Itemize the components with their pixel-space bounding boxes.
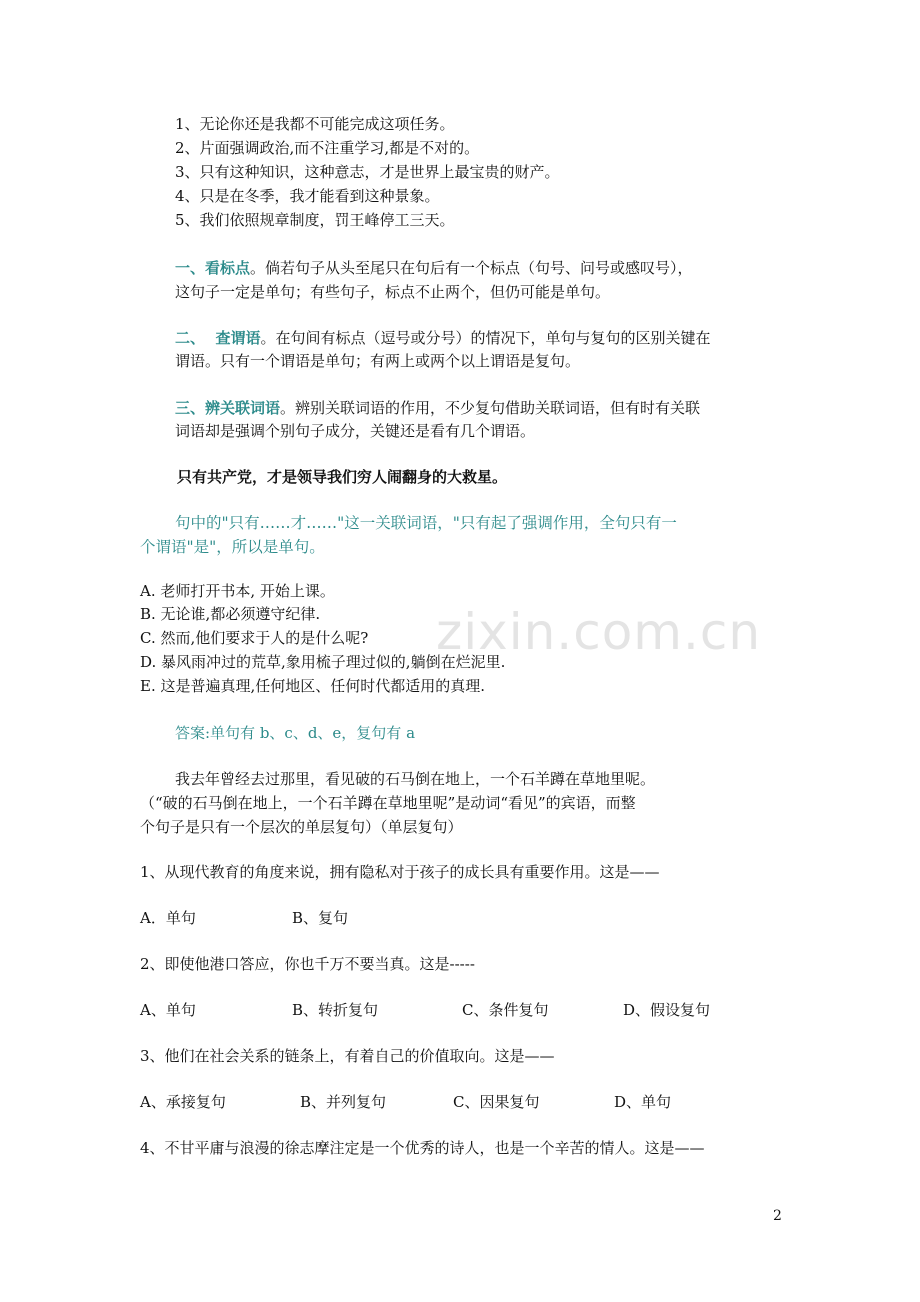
method-text: 。倘若句子从头至尾只在句后有一个标点（句号、问号或感叹号）， [250, 259, 693, 277]
page-number: 2 [773, 1208, 782, 1224]
method-line [175, 327, 710, 349]
list-item: 3、只有这种知识，这种意志，才是世界上最宝贵的财产。 [175, 163, 560, 181]
list-item: 1、无论你还是我都不可能完成这项任务。 [175, 115, 455, 133]
option-a: A、承接复句 [140, 1093, 226, 1111]
question-text: 4、不甘平庸与浪漫的徐志摩注定是一个优秀的诗人，也是一个辛苦的情人。这是—— [140, 1139, 705, 1157]
option-b: B、复句 [292, 909, 349, 927]
option-d: D、单句 [614, 1093, 672, 1111]
list-item: B. 无论谁,都必须遵守纪律. [140, 605, 321, 623]
method-text: 词语却是强调个别句子成分，关键还是看有几个谓语。 [175, 422, 536, 440]
question-text: 2、即使他港口答应，你也千万不要当真。这是----- [140, 955, 475, 973]
list-item: 5、我们依照规章制度，罚王峰停工三天。 [175, 211, 455, 229]
list-item: 4、只是在冬季，我才能看到这种景象。 [175, 187, 440, 205]
watermark: zixin.com.cn [436, 603, 762, 661]
option-a: A、单句 [140, 1001, 196, 1019]
paragraph-text: 我去年曾经去过那里，看见破的石马倒在地上，一个石羊蹲在草地里呢。 [175, 770, 656, 788]
method-text: 。在句间有标点（逗号或分号）的情况下，单句与复句的区别关键在 [260, 329, 711, 347]
question-text: 1、从现代教育的角度来说，拥有隐私对于孩子的成长具有重要作用。这是—— [140, 863, 660, 881]
paragraph-text: （“破的石马倒在地上，一个石羊蹲在草地里呢”是动词“看见”的宾语，而整 [140, 794, 636, 812]
answer-text: 答案:单句有 b、c、d、e，复句有 a [175, 724, 416, 742]
method-text: 谓语。只有一个谓语是单句；有两上或两个以上谓语是复句。 [175, 352, 581, 370]
method-heading: 三、辨关联词语 [175, 399, 281, 417]
option-b: B、转折复句 [292, 1001, 379, 1019]
example-sentence: 只有共产党，才是领导我们穷人闹翻身的大救星。 [177, 468, 508, 486]
method-heading: 二、 查谓语 [175, 329, 261, 347]
option-d: D、假设复句 [623, 1001, 711, 1019]
method-heading: 一、看标点 [175, 259, 251, 277]
option-b: B、并列复句 [300, 1093, 387, 1111]
list-item: C. 然而,他们要求于人的是什么呢? [140, 629, 369, 647]
list-item: 2、片面强调政治,而不注重学习,都是不对的。 [175, 139, 480, 157]
method-line [175, 397, 700, 419]
analysis-text: 个谓语"是"，所以是单句。 [140, 538, 325, 556]
method-text: 这句子一定是单句；有些句子，标点不止两个，但仍可能是单句。 [175, 283, 611, 301]
method-text: 。辨别关联词语的作用，不少复句借助关联词语，但有时有关联 [280, 399, 701, 417]
list-item: A. 老师打开书本, 开始上课。 [140, 582, 335, 600]
analysis-text: 句中的"只有……才……"这一关联词语，"只有起了强调作用，全句只有一 [175, 514, 677, 532]
list-item: E. 这是普遍真理,任何地区、任何时代都适用的真理. [140, 677, 486, 695]
paragraph-text: 个句子是只有一个层次的单层复句）（单层复句） [140, 818, 463, 836]
option-c: C、条件复句 [462, 1001, 549, 1019]
option-a: A．单句 [140, 909, 196, 927]
list-item: D. 暴风雨冲过的荒草,象用梳子理过似的,躺倒在烂泥里. [140, 653, 506, 671]
option-c: C、因果复句 [453, 1093, 540, 1111]
question-text: 3、他们在社会关系的链条上，有着自己的价值取向。这是—— [140, 1047, 555, 1065]
method-line [175, 257, 693, 279]
